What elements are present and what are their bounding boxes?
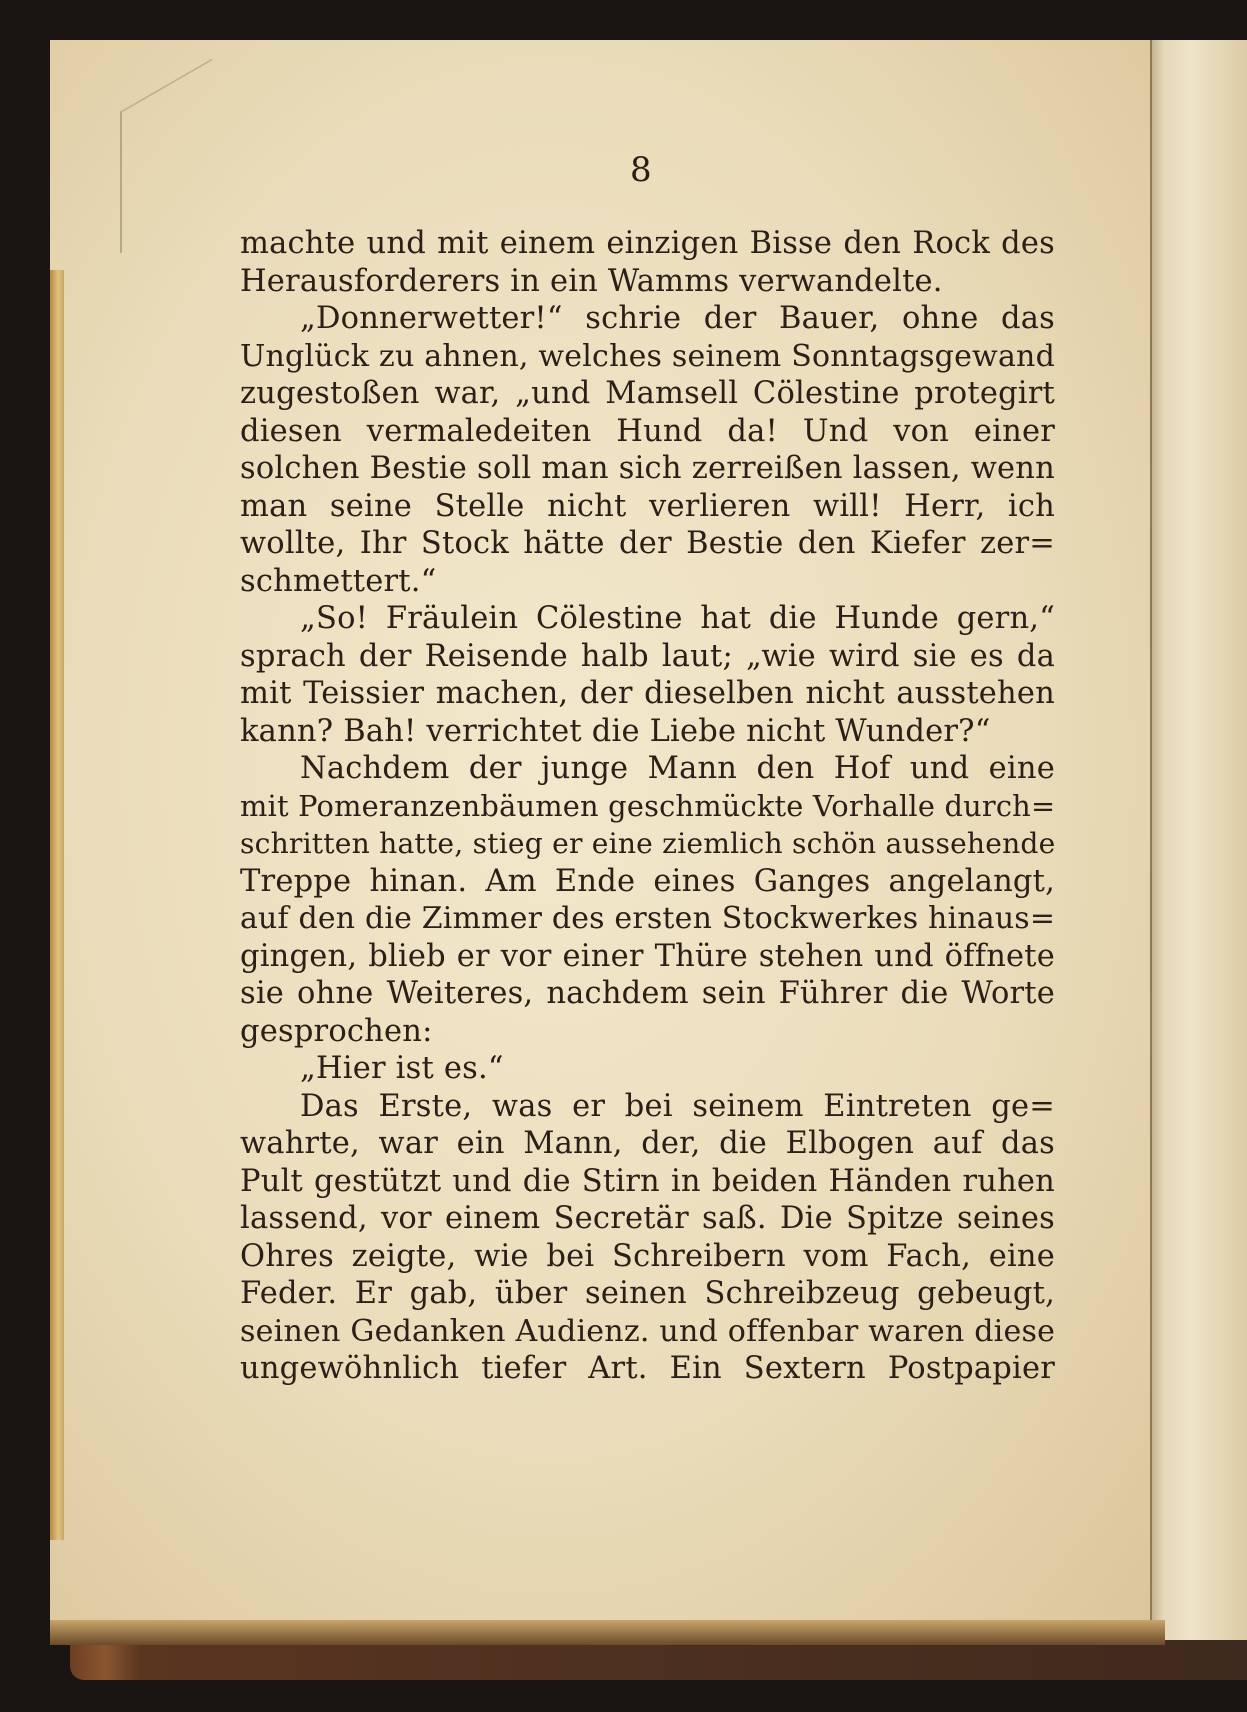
text-line: Herausforderers in ein Wamms verwandelte.	[240, 263, 943, 299]
text-line: mit Pomeranzenbäumen geschmückte Vorhalle durch=	[240, 788, 1056, 823]
text-line: Ohres zeigte, wie bei Schreibern vom Fach, eine	[240, 1238, 1055, 1274]
text-line: machte und mit einem einzigen Bisse den Rock des	[240, 226, 1055, 261]
text-line: Nachdem der junge Mann den Hof und eine	[300, 751, 1055, 786]
text-line: Unglück zu ahnen, welches seinem Sonntagsgewand	[240, 338, 1055, 374]
text-line: Feder. Er gab, über seinen Schreibzeug gebeugt,	[240, 1276, 1055, 1311]
text-line: „So! Fräulein Cölestine hat die Hunde gern,“	[300, 601, 1055, 636]
text-line: seinen Gedanken Audienz. und offenbar waren diese	[240, 1313, 1056, 1349]
text-line: mit Teissier machen, der dieselben nicht ausstehen	[240, 676, 1055, 711]
text-line: diesen vermaledeiten Hund da! Und von einer	[240, 413, 1055, 449]
page-bottom-edge	[50, 1620, 1165, 1645]
page-edge	[50, 270, 64, 1540]
text-line: solchen Bestie soll man sich zerreißen lassen, wenn	[240, 451, 1055, 486]
text-line: „Hier ist es.“	[300, 1051, 504, 1086]
facing-page-edge	[1150, 40, 1247, 1640]
text-line: schmettert.“	[240, 563, 437, 599]
text-line: auf den die Zimmer des ersten Stockwerkes hinaus=	[240, 901, 1056, 936]
text-line: man seine Stelle nicht verlieren will! Herr, ich	[240, 488, 1055, 524]
text-line: Pult gestützt und die Stirn in beiden Händen ruhen	[240, 1163, 1055, 1199]
text-line: kann? Bah! verrichtet die Liebe nicht Wunder?“	[240, 713, 991, 749]
text-line: gesprochen:	[240, 1013, 433, 1049]
body-text	[240, 225, 1055, 1388]
text-line: Treppe hinan. Am Ende eines Ganges angelangt,	[240, 863, 1055, 899]
text-line: zugestoßen war, „und Mamsell Cölestine protegirt	[240, 376, 1055, 411]
text-line: wahrte, war ein Mann, der, die Elbogen auf das	[240, 1126, 1055, 1161]
text-line: schritten hatte, stieg er eine ziemlich schön aussehende	[240, 827, 1056, 860]
page-number: 8	[630, 150, 652, 190]
text-line: gingen, blieb er vor einer Thüre stehen und öffnete	[240, 938, 1055, 974]
text-line: ungewöhnlich tiefer Art. Ein Sextern Postpapier	[240, 1351, 1055, 1386]
text-line: sprach der Reisende halb laut; „wie wird sie es da	[240, 638, 1055, 674]
text-line: sie ohne Weiteres, nachdem sein Führer die Worte	[240, 976, 1055, 1011]
text-line: lassend, vor einem Secretär saß. Die Spitze seines	[240, 1201, 1055, 1236]
text-line: wollte, Ihr Stock hätte der Bestie den Kiefer zer=	[240, 526, 1055, 561]
text-line: „Donnerwetter!“ schrie der Bauer, ohne das	[300, 301, 1055, 336]
text-line: Das Erste, was er bei seinem Eintreten ge=	[300, 1088, 1055, 1124]
